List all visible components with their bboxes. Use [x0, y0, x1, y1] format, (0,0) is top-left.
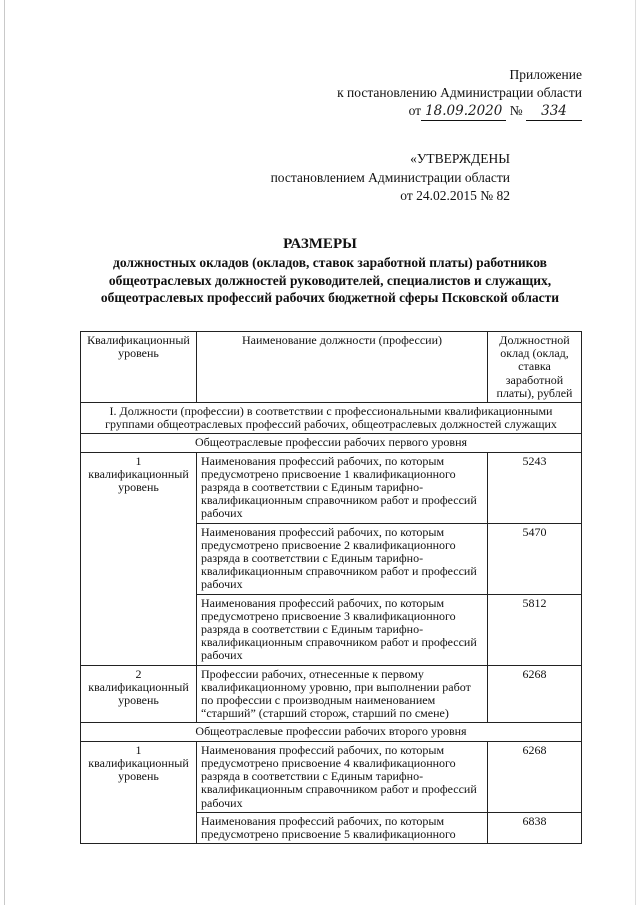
handwritten-number: 334 — [526, 102, 582, 121]
table-row — [81, 665, 582, 723]
document-subtitle: должностных окладов (окладов, ставок заработной платы) работников общеотраслевых должностей руководителей, специалистов и служащих, общеотраслевых профессий рабочих бюджетной сферы Псковской области — [100, 255, 560, 305]
date-prefix: от — [408, 103, 422, 118]
approved-reference: постановлением Администрации области — [270, 169, 510, 185]
scan-edge-left — [4, 0, 5, 905]
table-row — [81, 452, 582, 523]
scan-edge-right — [635, 0, 636, 905]
position-cell: Наименования профессий рабочих, по которым предусмотрено присвоение 1 квалификационного разряда в соответствии с Единым тарифно-квалификационным справочником работ и профессий рабочих — [197, 452, 488, 523]
position-cell: Наименования профессий рабочих, по которым предусмотрено присвоение 4 квалификационного разряда в соответствии с Единым тарифно-квалификационным справочником работ и профессий рабочих — [197, 741, 488, 812]
appendix-label: Приложение — [509, 67, 582, 82]
position-cell: Профессии рабочих, отнесенные к первому квалификационному уровню, при выполнении работ по профессии с производным наименованием “старший” (старший сторож, старший по смене) — [197, 665, 488, 723]
table-row — [81, 741, 582, 812]
level-cell: 2 квалификационный уровень — [81, 665, 197, 723]
salary-cell: 6838 — [488, 812, 582, 843]
handwritten-date: 18.09.2020 — [421, 102, 506, 121]
position-cell: Наименования профессий рабочих, по которым предусмотрено присвоение 3 квалификационного разряда в соответствии с Единым тарифно-квалификационным справочником работ и профессий рабочих — [197, 594, 488, 665]
salary-cell: 6268 — [488, 741, 582, 812]
level-cell: 1 квалификационный уровень — [81, 741, 197, 843]
table-header-row — [81, 332, 582, 403]
header-salary: Должностной оклад (оклад, ставка заработной платы), рублей — [488, 332, 582, 403]
appendix-reference: к постановлению Администрации области — [337, 85, 582, 100]
document-title: РАЗМЕРЫ — [283, 236, 357, 252]
number-prefix: № — [509, 103, 523, 118]
position-cell: Наименования профессий рабочих, по которым предусмотрено присвоение 5 квалификационного — [197, 812, 488, 843]
salary-cell: 5243 — [488, 452, 582, 523]
section-row — [81, 403, 582, 434]
position-cell: Наименования профессий рабочих, по которым предусмотрено присвоение 2 квалификационного разряда в соответствии с Единым тарифно-квалификационным справочником работ и профессий рабочих — [197, 523, 488, 594]
approved-block — [271, 150, 510, 206]
salary-cell: 5812 — [488, 594, 582, 665]
salary-cell: 6268 — [488, 665, 582, 723]
group-title-2: Общеотраслевые профессии рабочих второго уровня — [81, 723, 582, 741]
salary-table — [80, 331, 582, 844]
group-row — [81, 723, 582, 741]
section-title: I. Должности (профессии) в соответствии с профессиональными квалификационными группами общеотраслевых профессий рабочих, общеотраслевых должностей служащих — [81, 403, 582, 434]
approved-date: от 24.02.2015 № 82 — [400, 188, 510, 203]
approved-label: «УТВЕРЖДЕНЫ — [410, 151, 510, 166]
header-level: Квалификационный уровень — [81, 332, 197, 403]
salary-cell: 5470 — [488, 523, 582, 594]
appendix-date-line — [337, 102, 582, 121]
level-cell: 1 квалификационный уровень — [81, 452, 197, 665]
appendix-block — [337, 66, 582, 121]
group-row — [81, 434, 582, 452]
group-title-1: Общеотраслевые профессии рабочих первого уровня — [81, 434, 582, 452]
header-position: Наименование должности (профессии) — [197, 332, 488, 403]
